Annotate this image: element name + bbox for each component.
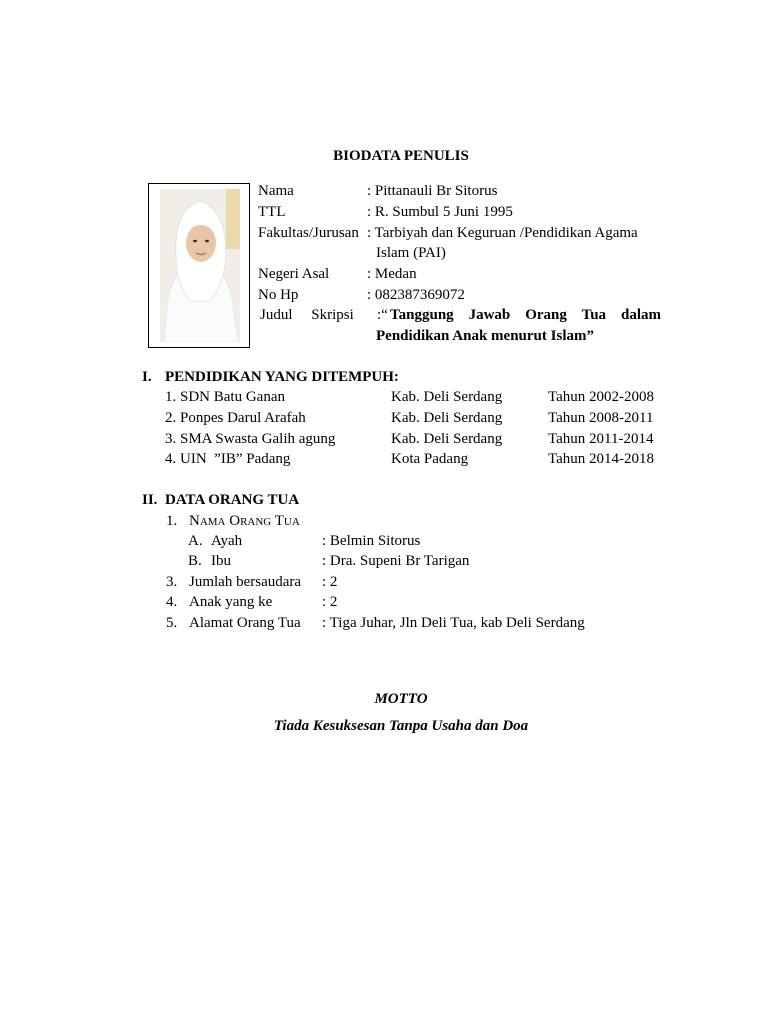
edu-school: 4. UIN ”IB” Padang (165, 451, 291, 467)
data-item-value: : 2 (322, 594, 338, 610)
bio-value-nohp: : 082387369072 (367, 287, 465, 303)
data-item-label: Alamat Orang Tua (189, 615, 301, 631)
bio-value-negeri: : Medan (367, 266, 417, 282)
bio-value-ttl: : R. Sumbul 5 Juni 1995 (367, 204, 513, 220)
bio-value-fakultas: : Tarbiyah dan Keguruan /Pendidikan Agama (367, 225, 638, 241)
data-item-value: : Tiga Juhar, Jln Deli Tua, kab Deli Serdang (322, 615, 585, 631)
bio-label-nama: Nama (258, 183, 294, 199)
data-item-label: Anak yang ke (189, 594, 273, 610)
motto-text: Tiada Kesuksesan Tanpa Usaha dan Doa (273, 718, 529, 734)
bio-judul-line1: Tanggung Jawab Orang Tua dalam (390, 307, 661, 323)
bio-value-nama: : Pittanauli Br Sitorus (367, 183, 498, 199)
parent-value: : Dra. Supeni Br Tarigan (322, 553, 470, 569)
bio-label-fakultas: Fakultas/Jurusan (258, 225, 359, 241)
section1-number: I. (142, 369, 152, 385)
edu-place: Kab. Deli Serdang (391, 389, 503, 405)
bio-label-nohp: No Hp (258, 287, 299, 303)
motto-heading: MOTTO (374, 691, 428, 707)
section2-number: II. (142, 492, 158, 508)
edu-place: Kota Padang (391, 451, 469, 467)
data-item-number: 5. (166, 615, 178, 631)
data-item-label: Jumlah bersaudara (189, 574, 302, 590)
bio-judul-prefix: :“ (377, 307, 388, 323)
parents-item-number: 1. (166, 513, 178, 529)
data-item-value: : 2 (322, 574, 338, 590)
edu-place: Kab. Deli Serdang (391, 431, 503, 447)
bio-label-negeri: Negeri Asal (258, 266, 330, 282)
section1-heading: PENDIDIKAN YANG DITEMPUH: (165, 369, 399, 385)
edu-year: Tahun 2011-2014 (548, 431, 654, 447)
page-title: BIODATA PENULIS (333, 148, 469, 164)
data-item-number: 3. (166, 574, 178, 590)
parent-label: Ibu (211, 553, 231, 569)
edu-year: Tahun 2014-2018 (548, 451, 655, 467)
parent-letter: B. (188, 553, 202, 569)
section2-heading: DATA ORANG TUA (165, 492, 300, 508)
edu-place: Kab. Deli Serdang (391, 410, 503, 426)
bio-value-fakultas-cont: Islam (PAI) (376, 245, 446, 261)
author-photo (160, 189, 240, 342)
bio-judul-line2: Pendidikan Anak menurut Islam” (376, 328, 594, 344)
parent-label: Ayah (211, 533, 243, 549)
bio-label-ttl: TTL (258, 204, 286, 220)
edu-school: 1. SDN Batu Ganan (165, 389, 285, 405)
edu-school: 3. SMA Swasta Galih agung (165, 431, 336, 447)
edu-year: Tahun 2002-2008 (548, 389, 655, 405)
parent-letter: A. (188, 533, 203, 549)
bio-label-judul: Judul Skripsi (260, 307, 354, 323)
edu-school: 2. Ponpes Darul Arafah (165, 410, 306, 426)
parent-value: : Belmin Sitorus (322, 533, 421, 549)
parents-item-label: Nama Orang Tua (189, 513, 300, 529)
data-item-number: 4. (166, 594, 178, 610)
edu-year: Tahun 2008-2011 (548, 410, 654, 426)
